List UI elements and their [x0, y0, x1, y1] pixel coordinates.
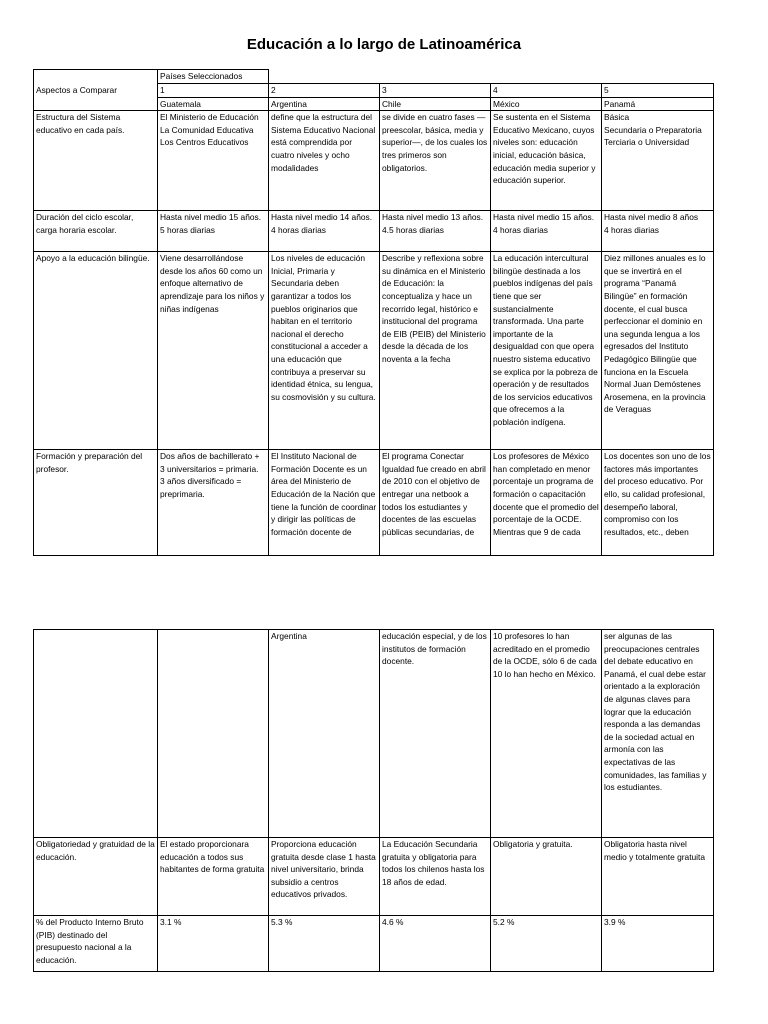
table-cell: Obligatoria y gratuita.	[491, 838, 602, 916]
table-cell: 5.3 %	[269, 916, 380, 972]
table-cell: Hasta nivel medio 13 años. 4.5 horas diarias	[380, 211, 491, 252]
table-row	[34, 916, 714, 972]
table-cell: El Instituto Nacional de Formación Docente es un área del Ministerio de Educación de la Nación que tiene la función de coordinar y dirigir las políticas de formación docente de	[269, 450, 380, 556]
table-cell: Los profesores de México han completado en menor porcentaje un programa de formación o capacitación docente que el promedio del porcentaje de la OCDE. Mientras que 9 de cada	[491, 450, 602, 556]
table-cell: Argentina	[269, 630, 380, 838]
table-cell: Describe y reflexiona sobre su dinámica en el Ministerio de Educación: la conceptualiza y hace un recorrido legal, histórico e institucional del programa de EIB (PEIB) del Ministerio desde la década de los noventa a la fecha	[380, 252, 491, 450]
table-cell: 3.1 %	[158, 916, 269, 972]
table-cell: se divide en cuatro fases —preescolar, básica, media y superior—, de los cuales los tres primeros son obligatorios.	[380, 111, 491, 211]
document-title: Educación a lo largo de Latinoamérica	[246, 36, 522, 53]
table-cell: El programa Conectar Igualdad fue creado en abril de 2010 con el objetivo de entregar una netbook a todos los estudiantes y docentes de las escuelas públicas secundarias, de	[380, 450, 491, 556]
table-cell	[158, 630, 269, 838]
row-aspect: Estructura del Sistema educativo en cada país.	[34, 111, 158, 211]
row-aspect: Obligatoriedad y gratuidad de la educación.	[34, 838, 158, 916]
comparison-table-page-2	[33, 629, 714, 972]
table-cell: 10 profesores lo han acreditado en el promedio de la OCDE, sólo 6 de cada 10 lo han hecho en México.	[491, 630, 602, 838]
table-row	[34, 211, 714, 252]
table-cell: Los niveles de educación Inicial, Primaria y Secundaria deben garantizar a todos los pueblos originarios que habitan en el territorio nacional el derecho constitucional a acceder a una educación que contribuya a preservar su identidad étnica, su lengua, su cosmovisión y su cultura.	[269, 252, 380, 450]
header-country-mexico: México	[491, 97, 602, 111]
header-aspects-label: Aspectos a Comparar	[34, 70, 158, 111]
table-row	[34, 838, 714, 916]
table-cell: Hasta nivel medio 15 años. 5 horas diarias	[158, 211, 269, 252]
table-cell: educación especial, y de los institutos de formación docente.	[380, 630, 491, 838]
header-number-1: 1	[158, 84, 269, 98]
table-cell: Hasta nivel medio 8 años 4 horas diarias	[602, 211, 714, 252]
table-cell: Se sustenta en el Sistema Educativo Mexicano, cuyos niveles son: educación inicial, educación básica, educación media superior y educación superior.	[491, 111, 602, 211]
header-country-guatemala: Guatemala	[158, 97, 269, 111]
table-cell: define que la estructura del Sistema Educativo Nacional está comprendida por cuatro niveles y ocho modalidades	[269, 111, 380, 211]
row-aspect: Apoyo a la educación bilingüe.	[34, 252, 158, 450]
header-countries-label: Países Seleccionados	[158, 70, 269, 84]
table-cell: La educación intercultural bilingüe destinada a los pueblos indígenas del país tiene que ser sustancialmente transformada. Una parte importante de la desigualdad con que opera nuestro sistema educativo se explica por la pobreza de operación y de resultados de los servicios educativos que ofrecemos a la población indígena.	[491, 252, 602, 450]
header-number-4: 4	[491, 84, 602, 98]
header-country-panama: Panamá	[602, 97, 714, 111]
row-aspect	[34, 630, 158, 838]
table-cell: El Ministerio de Educación La Comunidad Educativa Los Centros Educativos	[158, 111, 269, 211]
header-number-5: 5	[602, 84, 714, 98]
header-country-argentina: Argentina	[269, 97, 380, 111]
table-cell: 3.9 %	[602, 916, 714, 972]
table-cell: 5.2 %	[491, 916, 602, 972]
row-aspect: Duración del ciclo escolar, carga horaria escolar.	[34, 211, 158, 252]
table-cell: Viene desarrollándose desde los años 60 como un enfoque alternativo de aprendizaje para los niños y niñas indígenas	[158, 252, 269, 450]
table-cell: La Educación Secundaria gratuita y obligatoria para todos los chilenos hasta los 18 años de edad.	[380, 838, 491, 916]
header-country-chile: Chile	[380, 97, 491, 111]
table-cell: Los docentes son uno de los factores más importantes del proceso educativo. Por ello, su calidad profesional, desempeño laboral, compromiso con los resultados, etc., deben	[602, 450, 714, 556]
header-number-3: 3	[380, 84, 491, 98]
table-cell: Básica Secundaria o Preparatoria Terciaria o Universidad	[602, 111, 714, 211]
table-cell: Dos años de bachillerato + 3 universitarios = primaria. 3 años diversificado = preprimaria.	[158, 450, 269, 556]
table-cell: Obligatoria hasta nivel medio y totalmente gratuita	[602, 838, 714, 916]
table-row	[34, 111, 714, 211]
table-row	[34, 450, 714, 556]
table-row	[34, 630, 714, 838]
table-cell: Hasta nivel medio 14 años. 4 horas diarias	[269, 211, 380, 252]
table-cell: Hasta nivel medio 15 años. 4 horas diarias	[491, 211, 602, 252]
table-cell: Proporciona educación gratuita desde clase 1 hasta nivel universitario, brinda subsidio a centros educativos privados.	[269, 838, 380, 916]
table-row	[34, 252, 714, 450]
table-cell: ser algunas de las preocupaciones centrales del debate educativo en Panamá, el cual debe estar orientado a la exploración de algunas claves para lograr que la educación responda a las demandas de la sociedad actual en armonía con las expectativas de las comunidades, las familias y los estudiantes.	[602, 630, 714, 838]
comparison-table-page-1	[33, 69, 714, 556]
table-cell: 4.6 %	[380, 916, 491, 972]
header-number-2: 2	[269, 84, 380, 98]
row-aspect: % del Producto Interno Bruto (PIB) destinado del presupuesto nacional a la educación.	[34, 916, 158, 972]
table-cell: El estado proporcionara educación a todos sus habitantes de forma gratuita	[158, 838, 269, 916]
table-cell: Diez millones anuales es lo que se invertirá en el programa “Panamá Bilingüe” en formación docente, el cual busca perfeccionar el dominio en una segunda lengua a los egresados del Instituto Pedagógico Bilingüe que funciona en la Escuela Normal Juan Demóstenes Arosemena, en la provincia de Veraguas	[602, 252, 714, 450]
row-aspect: Formación y preparación del profesor.	[34, 450, 158, 556]
